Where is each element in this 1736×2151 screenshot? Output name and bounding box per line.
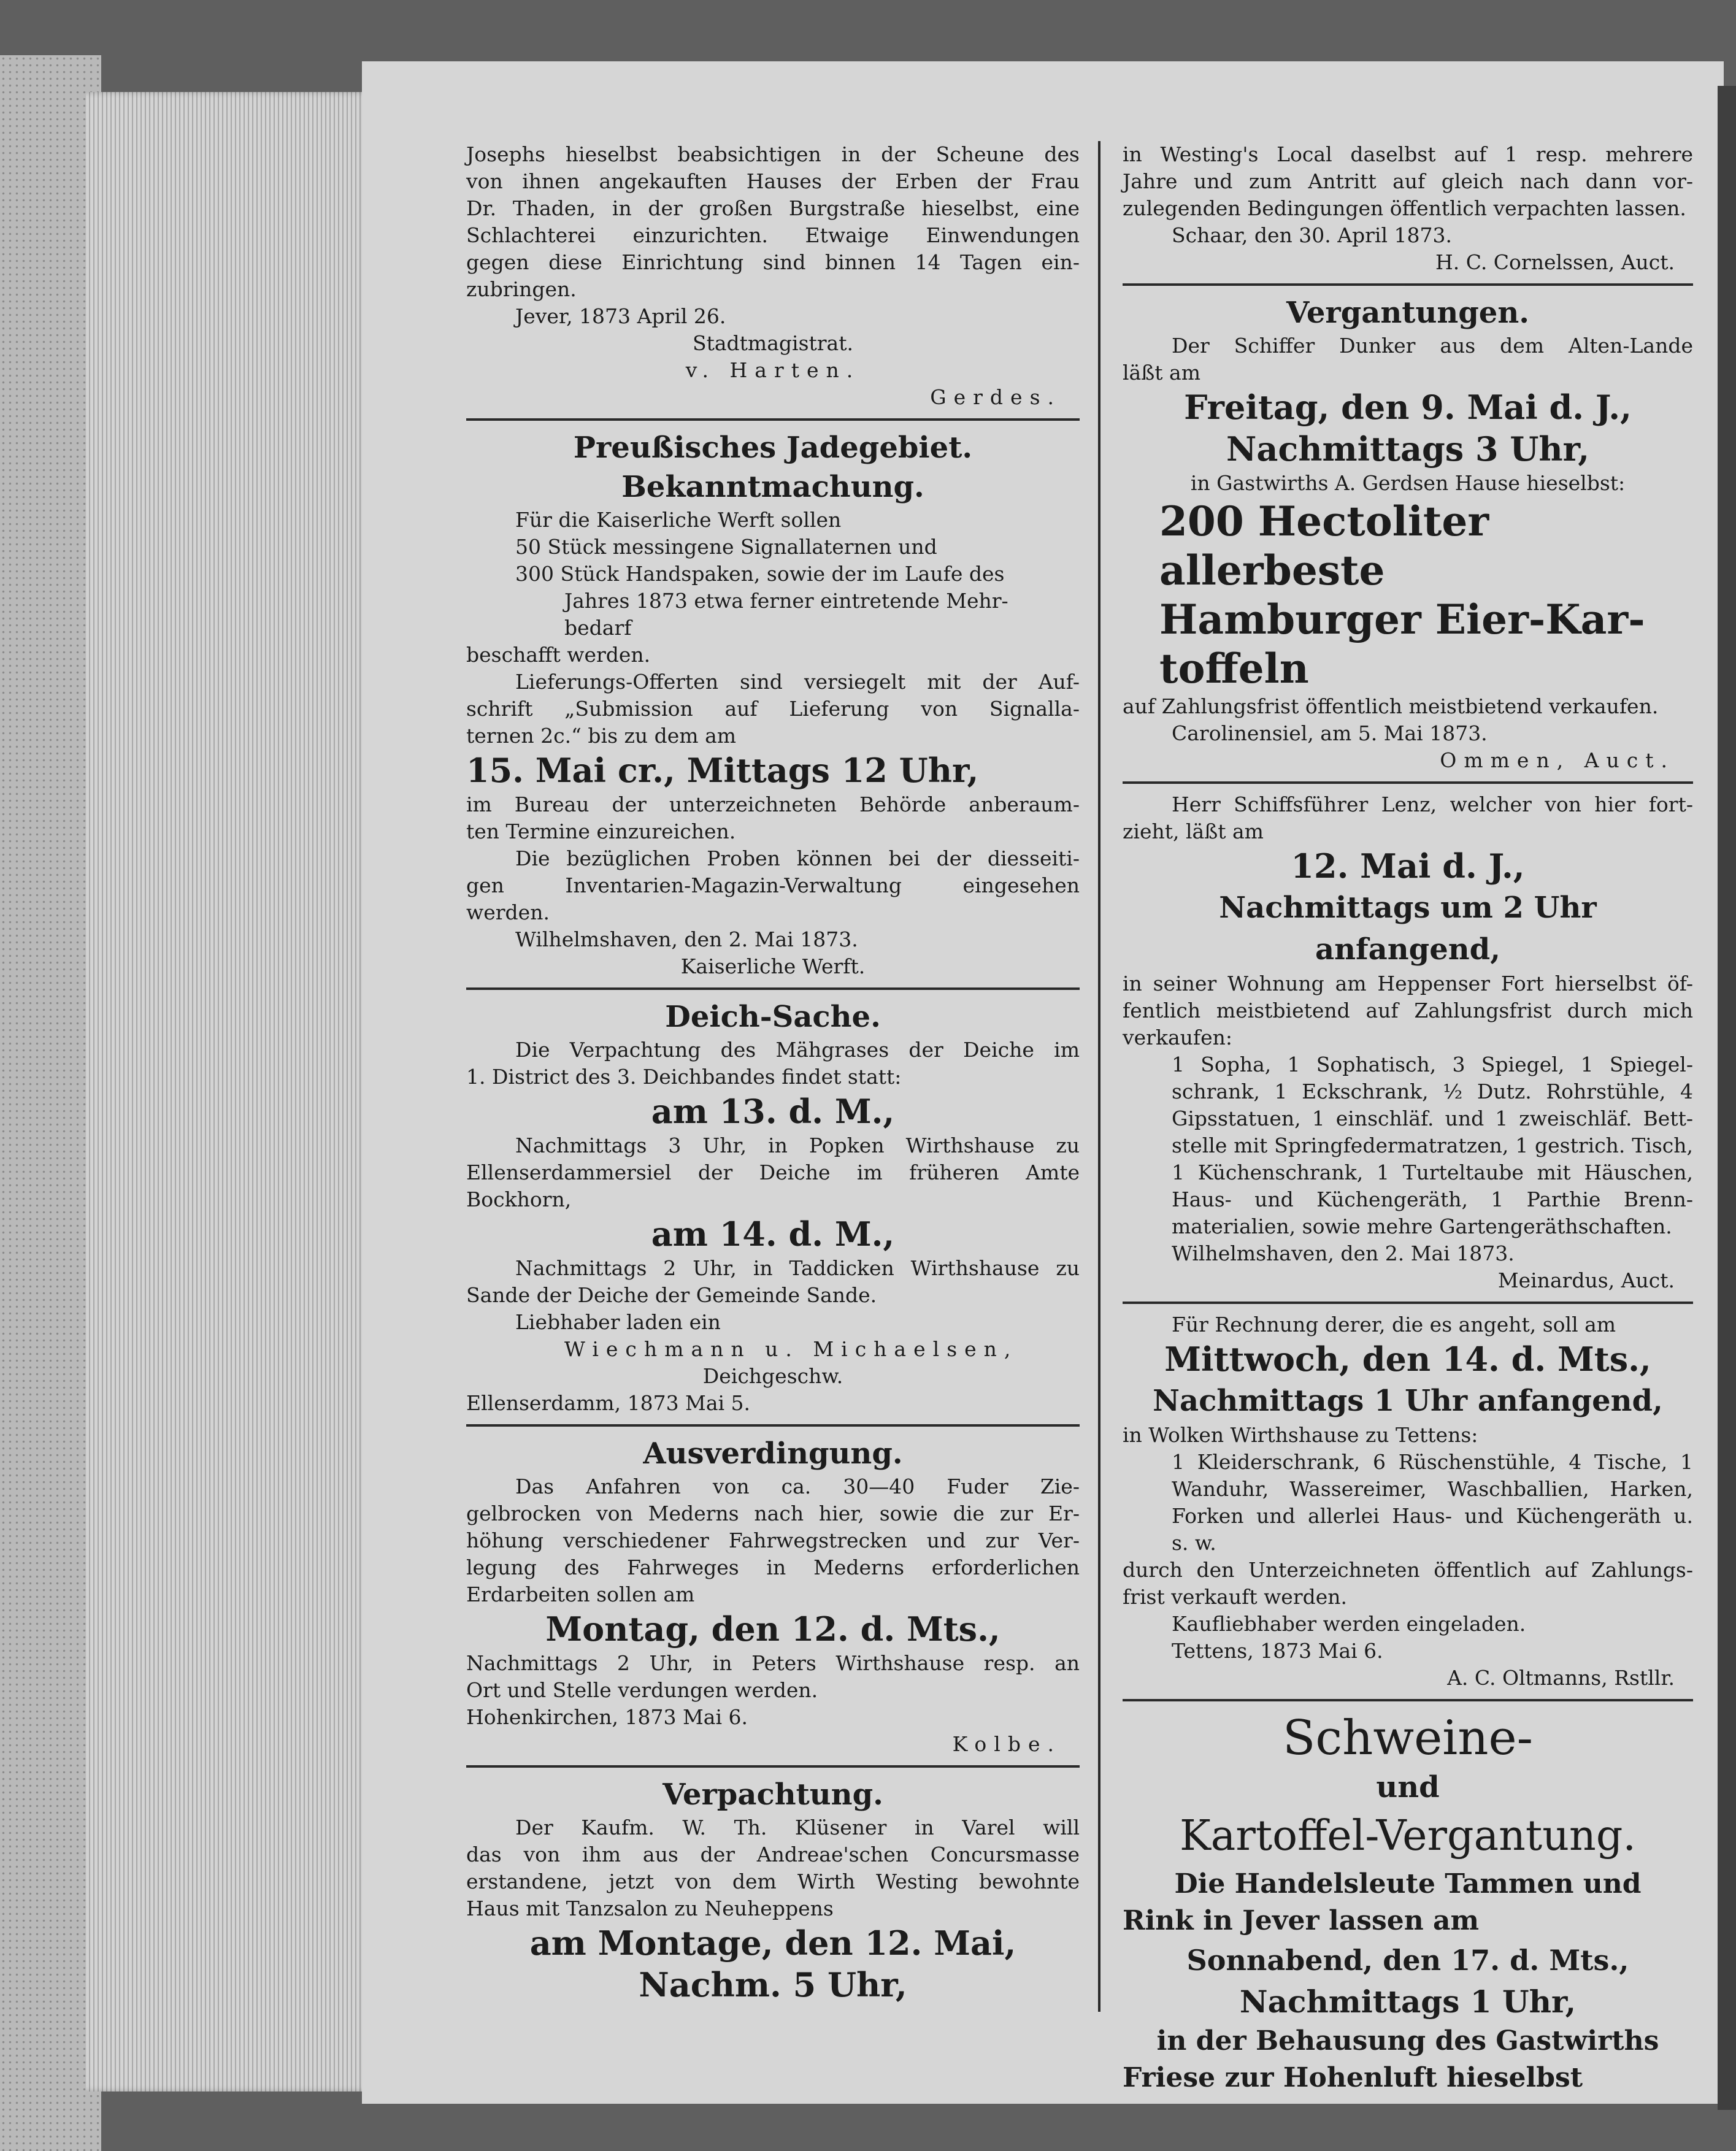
text-line: Die bezüglichen Proben können bei der diesseiti-: [515, 846, 1080, 870]
notice-signer: Kaiserliche Werft.: [680, 954, 866, 978]
notice-authority: Stadtmagistrat.: [693, 331, 853, 355]
time-big: Nachmittags 1 Uhr anfangend,: [1153, 1384, 1663, 1418]
notice-slaughterhouse: [466, 141, 1080, 411]
text-line: in der Behausung des Gastwirths: [1156, 2025, 1659, 2057]
text-line: Jahre und zum Antritt auf gleich nach dann vor-: [1123, 169, 1693, 193]
text-line: Forken und allerlei Haus- und Küchengeräth u.: [1172, 1504, 1693, 1528]
text-line: Wanduhr, Wassereimer, Waschballien, Harken,: [1172, 1477, 1693, 1501]
text-line: gen Inventarien-Magazin-Verwaltung eingesehen: [466, 873, 1080, 897]
text-line: Erdarbeiten sollen am: [466, 1582, 695, 1606]
text-line: durch den Unterzeichneten öffentlich auf Zahlungs-: [1123, 1558, 1693, 1582]
text-line: Die Verpachtung des Mähgrases der Deiche im: [515, 1038, 1080, 1062]
notice-signer: H. C. Cornelssen, Auct.: [1435, 250, 1675, 274]
section-rule: [466, 1424, 1080, 1427]
text-line: 1. District des 3. Deichbandes findet statt:: [466, 1065, 902, 1089]
text-line: Das Anfahren von ca. 30—40 Fuder Zie-: [515, 1474, 1080, 1498]
text-line: ternen 2c.“ bis zu dem am: [466, 724, 737, 748]
text-line: Ellenserdammersiel der Deiche im früheren Amte: [466, 1160, 1080, 1184]
notice-jadegebiet: [466, 428, 1080, 980]
text-line: Gipsstatuen, 1 einschläf. und 1 zweischläf. Bett-: [1172, 1106, 1693, 1130]
notice-title: Preußisches Jadegebiet.: [573, 431, 973, 465]
text-line: ten Termine einzureichen.: [466, 819, 736, 843]
text-line: in Westing's Local daselbst auf 1 resp. mehrere: [1123, 142, 1693, 166]
text-line: höhung verschiedener Fahrwegstrecken und zur Ver-: [466, 1528, 1080, 1552]
date-big: Freitag, den 9. Mai d. J.,: [1184, 388, 1632, 427]
notice-place: Schaar, den 30. April 1873.: [1172, 223, 1452, 247]
text-line: legung des Fahrweges in Mederns erforderlichen: [466, 1555, 1080, 1579]
right-column: [1123, 141, 1693, 2096]
text-line: Der Schiffer Dunker aus dem Alten-Lande: [1172, 334, 1693, 358]
section-rule: [466, 1765, 1080, 1768]
notice-subtitle: Bekanntmachung.: [621, 470, 924, 504]
notice-place: Tettens, 1873 Mai 6.: [1172, 1639, 1383, 1663]
section-rule: [1123, 1302, 1693, 1304]
text-line: Friese zur Hohenluft hieselbst: [1123, 2062, 1583, 2093]
date-big: Sonnabend, den 17. d. Mts.,: [1186, 1944, 1629, 1977]
notice-place: Ellenserdamm, 1873 Mai 5.: [466, 1391, 751, 1415]
text-line: beschafft werden.: [466, 643, 651, 667]
notice-schweine: [1123, 1709, 1693, 2096]
notice-signer: A. C. Oltmanns, Rstllr.: [1447, 1666, 1675, 1690]
notice-clerk: Gerdes.: [930, 385, 1061, 409]
notice-place: Carolinensiel, am 5. Mai 1873.: [1172, 721, 1488, 745]
notice-place: Wilhelmshaven, den 2. Mai 1873.: [1172, 1241, 1515, 1265]
text-line: Herr Schiffsführer Lenz, welcher von hier fort-: [1172, 792, 1693, 816]
text-line: Für Rechnung derer, die es angeht, soll am: [1172, 1313, 1616, 1336]
date-big: am 13. d. M.,: [651, 1092, 895, 1131]
text-line: frist verkauft werden.: [1123, 1585, 1348, 1609]
text-line: zulegenden Bedingungen öffentlich verpachten lassen.: [1123, 196, 1686, 220]
column-divider: [1098, 141, 1100, 2012]
time-big: Nachm. 5 Uhr,: [639, 1965, 907, 2004]
section-rule: [1123, 781, 1693, 784]
notice-vergantung-dunker: [1123, 293, 1693, 774]
notice-title: Ausverdingung.: [643, 1436, 903, 1471]
text-line: 1 Kleiderschrank, 6 Rüschenstühle, 4 Tische, 1: [1172, 1450, 1693, 1474]
text-line: das von ihm aus der Andreae'schen Concursmasse: [466, 1842, 1080, 1866]
notice-role: Deichgeschw.: [702, 1364, 843, 1388]
notice-signer: Meinardus, Auct.: [1497, 1268, 1675, 1292]
text-line: Lieferungs-Offerten sind versiegelt mit der Auf-: [515, 670, 1080, 694]
time-big: Nachmittags um 2 Uhr anfangend,: [1219, 891, 1597, 967]
item-big: toffeln: [1159, 645, 1309, 692]
notice-verpachtung: [466, 1775, 1080, 2006]
text-line: 1 Sopha, 1 Sophatisch, 3 Spiegel, 1 Spiegel-: [1172, 1052, 1693, 1076]
right-page-edge: [1718, 86, 1736, 2110]
text-line: Liebhaber laden ein: [515, 1310, 721, 1334]
text-line: in Wolken Wirthshause zu Tettens:: [1123, 1423, 1478, 1447]
date-big: Montag, den 12. d. Mts.,: [545, 1609, 1001, 1649]
time-big: Nachmittags 3 Uhr,: [1226, 429, 1590, 469]
text-line: Jahres 1873 etwa ferner eintretende Mehr-: [564, 589, 1008, 613]
notice-vergantung-lenz: [1123, 791, 1693, 1294]
text-line: Sande der Deiche der Gemeinde Sande.: [466, 1283, 877, 1307]
text-line: Bockhorn,: [466, 1187, 572, 1211]
section-rule: [1123, 283, 1693, 286]
text-line: Nachmittags 2 Uhr, in Taddicken Wirthshause zu: [515, 1256, 1080, 1280]
text-line: Rink in Jever lassen am: [1123, 1905, 1480, 1936]
text-line: in seiner Wohnung am Heppenser Fort hierselbst öf-: [1123, 972, 1693, 995]
notice-westing: [1123, 141, 1693, 276]
text-line: stelle mit Springfedermatratzen, 1 gestrich. Tisch,: [1172, 1133, 1693, 1157]
notice-vergantung-tettens: [1123, 1311, 1693, 1692]
text-line: 50 Stück messingene Signallaternen und: [515, 535, 937, 559]
notice-place: Wilhelmshaven, den 2. Mai 1873.: [515, 927, 858, 951]
notice-signer: v. Harten.: [685, 358, 861, 382]
section-rule: [1123, 1699, 1693, 1701]
section-rule: [466, 987, 1080, 990]
left-column: [466, 141, 1080, 2006]
notice-date: Jever, 1873 April 26.: [515, 304, 726, 328]
notice-title: Kartoffel-Vergantung.: [1180, 1812, 1636, 1860]
text-line: zieht, läßt am: [1123, 819, 1264, 843]
text-line: 1 Küchenschrank, 1 Turteltaube mit Häuschen,: [1172, 1160, 1693, 1184]
text-line: werden.: [466, 900, 550, 924]
text-line: läßt am: [1123, 361, 1200, 385]
text-line: Die Handelsleute Tammen und: [1174, 1868, 1642, 1900]
text-line: im Bureau der unterzeichneten Behörde anberaum-: [466, 792, 1080, 816]
notice-place: Hohenkirchen, 1873 Mai 6.: [466, 1705, 748, 1729]
text-line: schrift „Submission auf Lieferung von Signalla-: [466, 697, 1080, 721]
text-line: materialien, sowie mehre Gartengeräthschaften.: [1172, 1214, 1672, 1238]
date-big: am Montage, den 12. Mai,: [529, 1923, 1016, 1963]
text-line: Nachmittags 2 Uhr, in Peters Wirthshause resp. an: [466, 1651, 1080, 1675]
text-line: erstandene, jetzt von dem Wirth Westing bewohnte: [466, 1869, 1080, 1893]
item-big: 200 Hectoliter allerbeste: [1159, 497, 1489, 594]
text-line: schrank, 1 Eckschrank, ½ Dutz. Rohrstühle, 4: [1172, 1079, 1693, 1103]
section-rule: [466, 418, 1080, 421]
text-line: in Gastwirths A. Gerdsen Hause hieselbst:: [1190, 471, 1626, 495]
text-line: Haus mit Tanzsalon zu Neuheppens: [466, 1896, 834, 1920]
notice-signer: Kolbe.: [952, 1732, 1061, 1756]
notice-subtitle: und: [1376, 1770, 1440, 1804]
notice-title: Schweine-: [1283, 1711, 1533, 1766]
date-big: am 14. d. M.,: [651, 1214, 895, 1254]
date-big: 12. Mai d. J.,: [1291, 846, 1525, 886]
text-line: Nachmittags 3 Uhr, in Popken Wirthshause zu: [515, 1133, 1080, 1157]
notice-signer: Ommen, Auct.: [1440, 748, 1675, 772]
text-line: Für die Kaiserliche Werft sollen: [515, 508, 842, 532]
date-big: Mittwoch, den 14. d. Mts.,: [1164, 1340, 1651, 1379]
text-line: s. w.: [1172, 1531, 1216, 1555]
text-line: Josephs hieselbst beabsichtigen in der Scheune des: [466, 142, 1080, 166]
text-line: Schlachterei einzurichten. Etwaige Einwendungen: [466, 223, 1080, 247]
notice-title: Vergantungen.: [1286, 296, 1529, 330]
text-line: bedarf: [564, 616, 632, 640]
text-line: auf Zahlungsfrist öffentlich meistbietend verkaufen.: [1123, 694, 1659, 718]
notice-deich: [466, 997, 1080, 1417]
text-line: Der Kaufm. W. Th. Klüsener in Varel will: [515, 1816, 1080, 1839]
deadline-big: 15. Mai cr., Mittags 12 Uhr,: [466, 751, 979, 790]
time-big: Nachmittags 1 Uhr,: [1239, 1984, 1577, 2020]
item-big: Hamburger Eier-Kar-: [1159, 596, 1645, 643]
text-line: Ort und Stelle verdungen werden.: [466, 1678, 818, 1702]
text-line: Dr. Thaden, in der großen Burgstraße hieselbst, eine: [466, 196, 1080, 220]
text-line: 300 Stück Handspaken, sowie der im Laufe des: [515, 562, 1005, 586]
text-line: Haus- und Küchengeräth, 1 Parthie Brenn-: [1172, 1187, 1693, 1211]
text-line: verkaufen:: [1123, 1026, 1232, 1049]
text-line: gegen diese Einrichtung sind binnen 14 Tagen ein-: [466, 250, 1080, 274]
notice-title: Verpachtung.: [663, 1777, 883, 1812]
text-line: fentlich meistbietend auf Zahlungsfrist durch mich: [1123, 999, 1693, 1022]
notice-title: Deich-Sache.: [665, 1000, 881, 1034]
page-edges: [86, 92, 368, 2092]
text-line: von ihnen angekauften Hauses der Erben der Frau: [466, 169, 1080, 193]
text-line: Kaufliebhaber werden eingeladen.: [1172, 1612, 1526, 1636]
text-line: zubringen.: [466, 277, 577, 301]
notice-ausverdingung: [466, 1434, 1080, 1758]
notice-signer: Wiechmann u. Michaelsen,: [564, 1337, 1018, 1361]
text-line: gelbrocken von Mederns nach hier, sowie die zur Er-: [466, 1501, 1080, 1525]
